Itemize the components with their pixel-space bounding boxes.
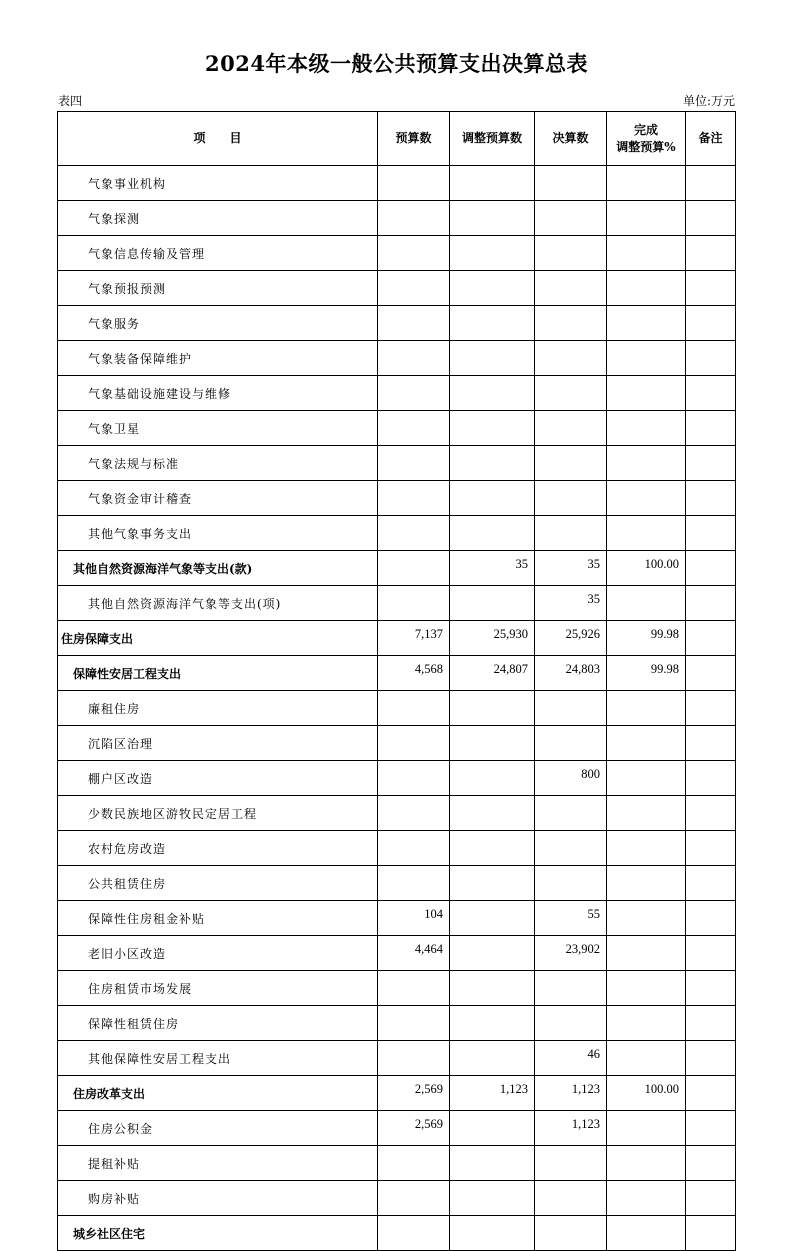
row-budget [378,691,450,726]
row-budget [378,831,450,866]
row-item-name: 气象基础设施建设与维修 [58,376,378,411]
row-remark [686,411,736,446]
row-adjusted [450,1006,535,1041]
table-row [58,481,736,516]
row-completion-pct [607,691,686,726]
row-remark [686,551,736,586]
row-completion-pct [607,446,686,481]
row-completion-pct [607,306,686,341]
row-budget [378,1041,450,1076]
row-item-name: 其他自然资源海洋气象等支出(项) [58,586,378,621]
table-header [58,112,736,166]
row-item-name: 城乡社区住宅 [58,1216,378,1251]
row-remark [686,586,736,621]
row-final: 1,123 [535,1111,607,1146]
row-final [535,376,607,411]
row-remark [686,341,736,376]
row-budget [378,761,450,796]
row-final [535,516,607,551]
row-adjusted [450,411,535,446]
row-budget [378,971,450,1006]
row-remark [686,376,736,411]
table-row [58,656,736,691]
row-final [535,446,607,481]
row-final [535,831,607,866]
row-item-name: 其他气象事务支出 [58,516,378,551]
row-completion-pct [607,971,686,1006]
row-item-name: 廉租住房 [58,691,378,726]
row-adjusted: 35 [450,551,535,586]
row-remark [686,1216,736,1251]
table-body [58,166,736,1251]
row-item-name: 保障性租赁住房 [58,1006,378,1041]
row-item-name: 气象资金审计稽查 [58,481,378,516]
row-item-name: 住房租赁市场发展 [58,971,378,1006]
row-budget: 2,569 [378,1076,450,1111]
row-adjusted [450,586,535,621]
row-adjusted [450,201,535,236]
row-budget [378,866,450,901]
table-row [58,1076,736,1111]
row-adjusted [450,1216,535,1251]
row-completion-pct [607,796,686,831]
row-budget [378,1181,450,1216]
row-budget [378,271,450,306]
row-budget [378,516,450,551]
row-remark [686,656,736,691]
row-budget [378,411,450,446]
row-remark [686,971,736,1006]
table-row [58,306,736,341]
row-remark [686,481,736,516]
row-completion-pct [607,1181,686,1216]
table-row [58,866,736,901]
row-completion-pct [607,376,686,411]
row-budget [378,796,450,831]
table-row [58,1111,736,1146]
table-row [58,691,736,726]
table-row [58,831,736,866]
row-budget [378,1146,450,1181]
row-adjusted: 1,123 [450,1076,535,1111]
row-remark [686,1146,736,1181]
row-budget: 104 [378,901,450,936]
table-row [58,516,736,551]
row-item-name: 其他自然资源海洋气象等支出(款) [58,551,378,586]
row-remark [686,166,736,201]
row-item-name: 住房保障支出 [58,621,378,656]
row-item-name: 沉陷区治理 [58,726,378,761]
row-completion-pct [607,1146,686,1181]
row-remark [686,691,736,726]
row-completion-pct [607,726,686,761]
table-row [58,201,736,236]
row-completion-pct [607,901,686,936]
row-adjusted [450,1146,535,1181]
row-completion-pct [607,236,686,271]
row-item-name: 少数民族地区游牧民定居工程 [58,796,378,831]
row-final: 35 [535,586,607,621]
row-item-name: 公共租赁住房 [58,866,378,901]
table-row [58,726,736,761]
table-row [58,376,736,411]
row-completion-pct [607,481,686,516]
header-final: 决算数 [535,112,607,166]
row-completion-pct [607,411,686,446]
row-remark [686,866,736,901]
row-final [535,726,607,761]
row-budget [378,306,450,341]
row-remark [686,726,736,761]
row-final: 1,123 [535,1076,607,1111]
row-item-name: 其他保障性安居工程支出 [58,1041,378,1076]
row-final [535,481,607,516]
table-row [58,971,736,1006]
row-adjusted [450,831,535,866]
row-budget: 4,464 [378,936,450,971]
row-item-name: 气象卫星 [58,411,378,446]
table-row [58,901,736,936]
table-row [58,586,736,621]
row-adjusted [450,1111,535,1146]
row-budget [378,446,450,481]
row-remark [686,1181,736,1216]
header-item: 项 目 [58,112,378,166]
row-completion-pct [607,1216,686,1251]
table-row [58,621,736,656]
row-remark [686,236,736,271]
row-adjusted [450,376,535,411]
row-final: 800 [535,761,607,796]
row-adjusted [450,1041,535,1076]
row-remark [686,831,736,866]
row-item-name: 气象信息传输及管理 [58,236,378,271]
row-completion-pct [607,201,686,236]
row-budget [378,236,450,271]
row-final [535,971,607,1006]
row-final [535,166,607,201]
row-final [535,271,607,306]
row-item-name: 气象预报预测 [58,271,378,306]
row-remark [686,1041,736,1076]
row-final: 55 [535,901,607,936]
row-remark [686,936,736,971]
row-final [535,1181,607,1216]
table-row [58,341,736,376]
row-remark [686,1111,736,1146]
row-completion-pct: 99.98 [607,656,686,691]
row-item-name: 老旧小区改造 [58,936,378,971]
row-completion-pct [607,166,686,201]
row-budget [378,481,450,516]
row-adjusted [450,516,535,551]
row-adjusted [450,1181,535,1216]
row-adjusted [450,306,535,341]
table-row [58,166,736,201]
row-adjusted [450,726,535,761]
row-final: 24,803 [535,656,607,691]
unit-label: 单位:万元 [682,94,735,108]
row-remark [686,516,736,551]
table-row [58,1216,736,1251]
row-completion-pct: 100.00 [607,551,686,586]
row-adjusted [450,936,535,971]
row-item-name: 住房公积金 [58,1111,378,1146]
row-completion-pct: 99.98 [607,621,686,656]
row-final: 35 [535,551,607,586]
row-adjusted [450,796,535,831]
table-row [58,236,736,271]
table-row [58,1041,736,1076]
row-completion-pct [607,866,686,901]
row-completion-pct [607,831,686,866]
row-completion-pct [607,586,686,621]
row-final: 46 [535,1041,607,1076]
table-row [58,271,736,306]
row-adjusted [450,341,535,376]
row-adjusted [450,971,535,1006]
row-budget [378,341,450,376]
row-budget: 7,137 [378,621,450,656]
row-completion-pct [607,516,686,551]
row-budget [378,376,450,411]
row-adjusted [450,446,535,481]
row-remark [686,271,736,306]
row-final [535,691,607,726]
table-number: 表四 [58,94,83,108]
row-adjusted [450,271,535,306]
row-adjusted [450,761,535,796]
row-completion-pct [607,761,686,796]
row-budget [378,551,450,586]
header-completion [607,112,686,166]
table-row [58,551,736,586]
row-completion-pct [607,271,686,306]
row-remark [686,1006,736,1041]
row-adjusted: 24,807 [450,656,535,691]
row-adjusted [450,691,535,726]
header-completion-line1: 完成 [633,122,658,137]
row-remark [686,446,736,481]
row-item-name: 购房补贴 [58,1181,378,1216]
row-final: 25,926 [535,621,607,656]
row-budget [378,166,450,201]
row-budget [378,586,450,621]
row-budget [378,726,450,761]
row-final [535,236,607,271]
row-item-name: 气象探测 [58,201,378,236]
table-row [58,761,736,796]
table-row [58,1181,736,1216]
row-remark [686,901,736,936]
page-title: 2024年本级一般公共预算支出决算总表 [205,51,588,76]
row-completion-pct [607,1111,686,1146]
row-remark [686,1076,736,1111]
row-budget: 2,569 [378,1111,450,1146]
row-completion-pct [607,1041,686,1076]
row-item-name: 提租补贴 [58,1146,378,1181]
row-budget: 4,568 [378,656,450,691]
row-budget [378,1006,450,1041]
budget-table [57,111,736,1251]
row-adjusted [450,901,535,936]
row-item-name: 农村危房改造 [58,831,378,866]
row-item-name: 保障性安居工程支出 [58,656,378,691]
row-item-name: 气象事业机构 [58,166,378,201]
row-final [535,1146,607,1181]
row-item-name: 棚户区改造 [58,761,378,796]
header-remark: 备注 [686,112,736,166]
row-final [535,306,607,341]
row-item-name: 保障性住房租金补贴 [58,901,378,936]
row-remark [686,796,736,831]
row-adjusted: 25,930 [450,621,535,656]
row-final [535,796,607,831]
row-item-name: 气象法规与标准 [58,446,378,481]
row-final [535,341,607,376]
table-row [58,796,736,831]
header-budget: 预算数 [378,112,450,166]
table-row [58,936,736,971]
row-final: 23,902 [535,936,607,971]
row-item-name: 气象服务 [58,306,378,341]
row-final [535,1216,607,1251]
row-remark [686,201,736,236]
table-row [58,446,736,481]
row-completion-pct: 100.00 [607,1076,686,1111]
row-budget [378,1216,450,1251]
row-item-name: 住房改革支出 [58,1076,378,1111]
table-row [58,1006,736,1041]
row-adjusted [450,866,535,901]
table-row [58,1146,736,1181]
row-adjusted [450,481,535,516]
row-completion-pct [607,341,686,376]
row-adjusted [450,166,535,201]
row-adjusted [450,236,535,271]
row-remark [686,306,736,341]
header-completion-line2: 调整预算% [616,139,676,154]
table-row [58,411,736,446]
row-completion-pct [607,936,686,971]
row-completion-pct [607,1006,686,1041]
row-final [535,201,607,236]
row-final [535,866,607,901]
row-remark [686,761,736,796]
row-budget [378,201,450,236]
row-item-name: 气象装备保障维护 [58,341,378,376]
row-final [535,411,607,446]
header-adjusted: 调整预算数 [450,112,535,166]
row-remark [686,621,736,656]
row-final [535,1006,607,1041]
